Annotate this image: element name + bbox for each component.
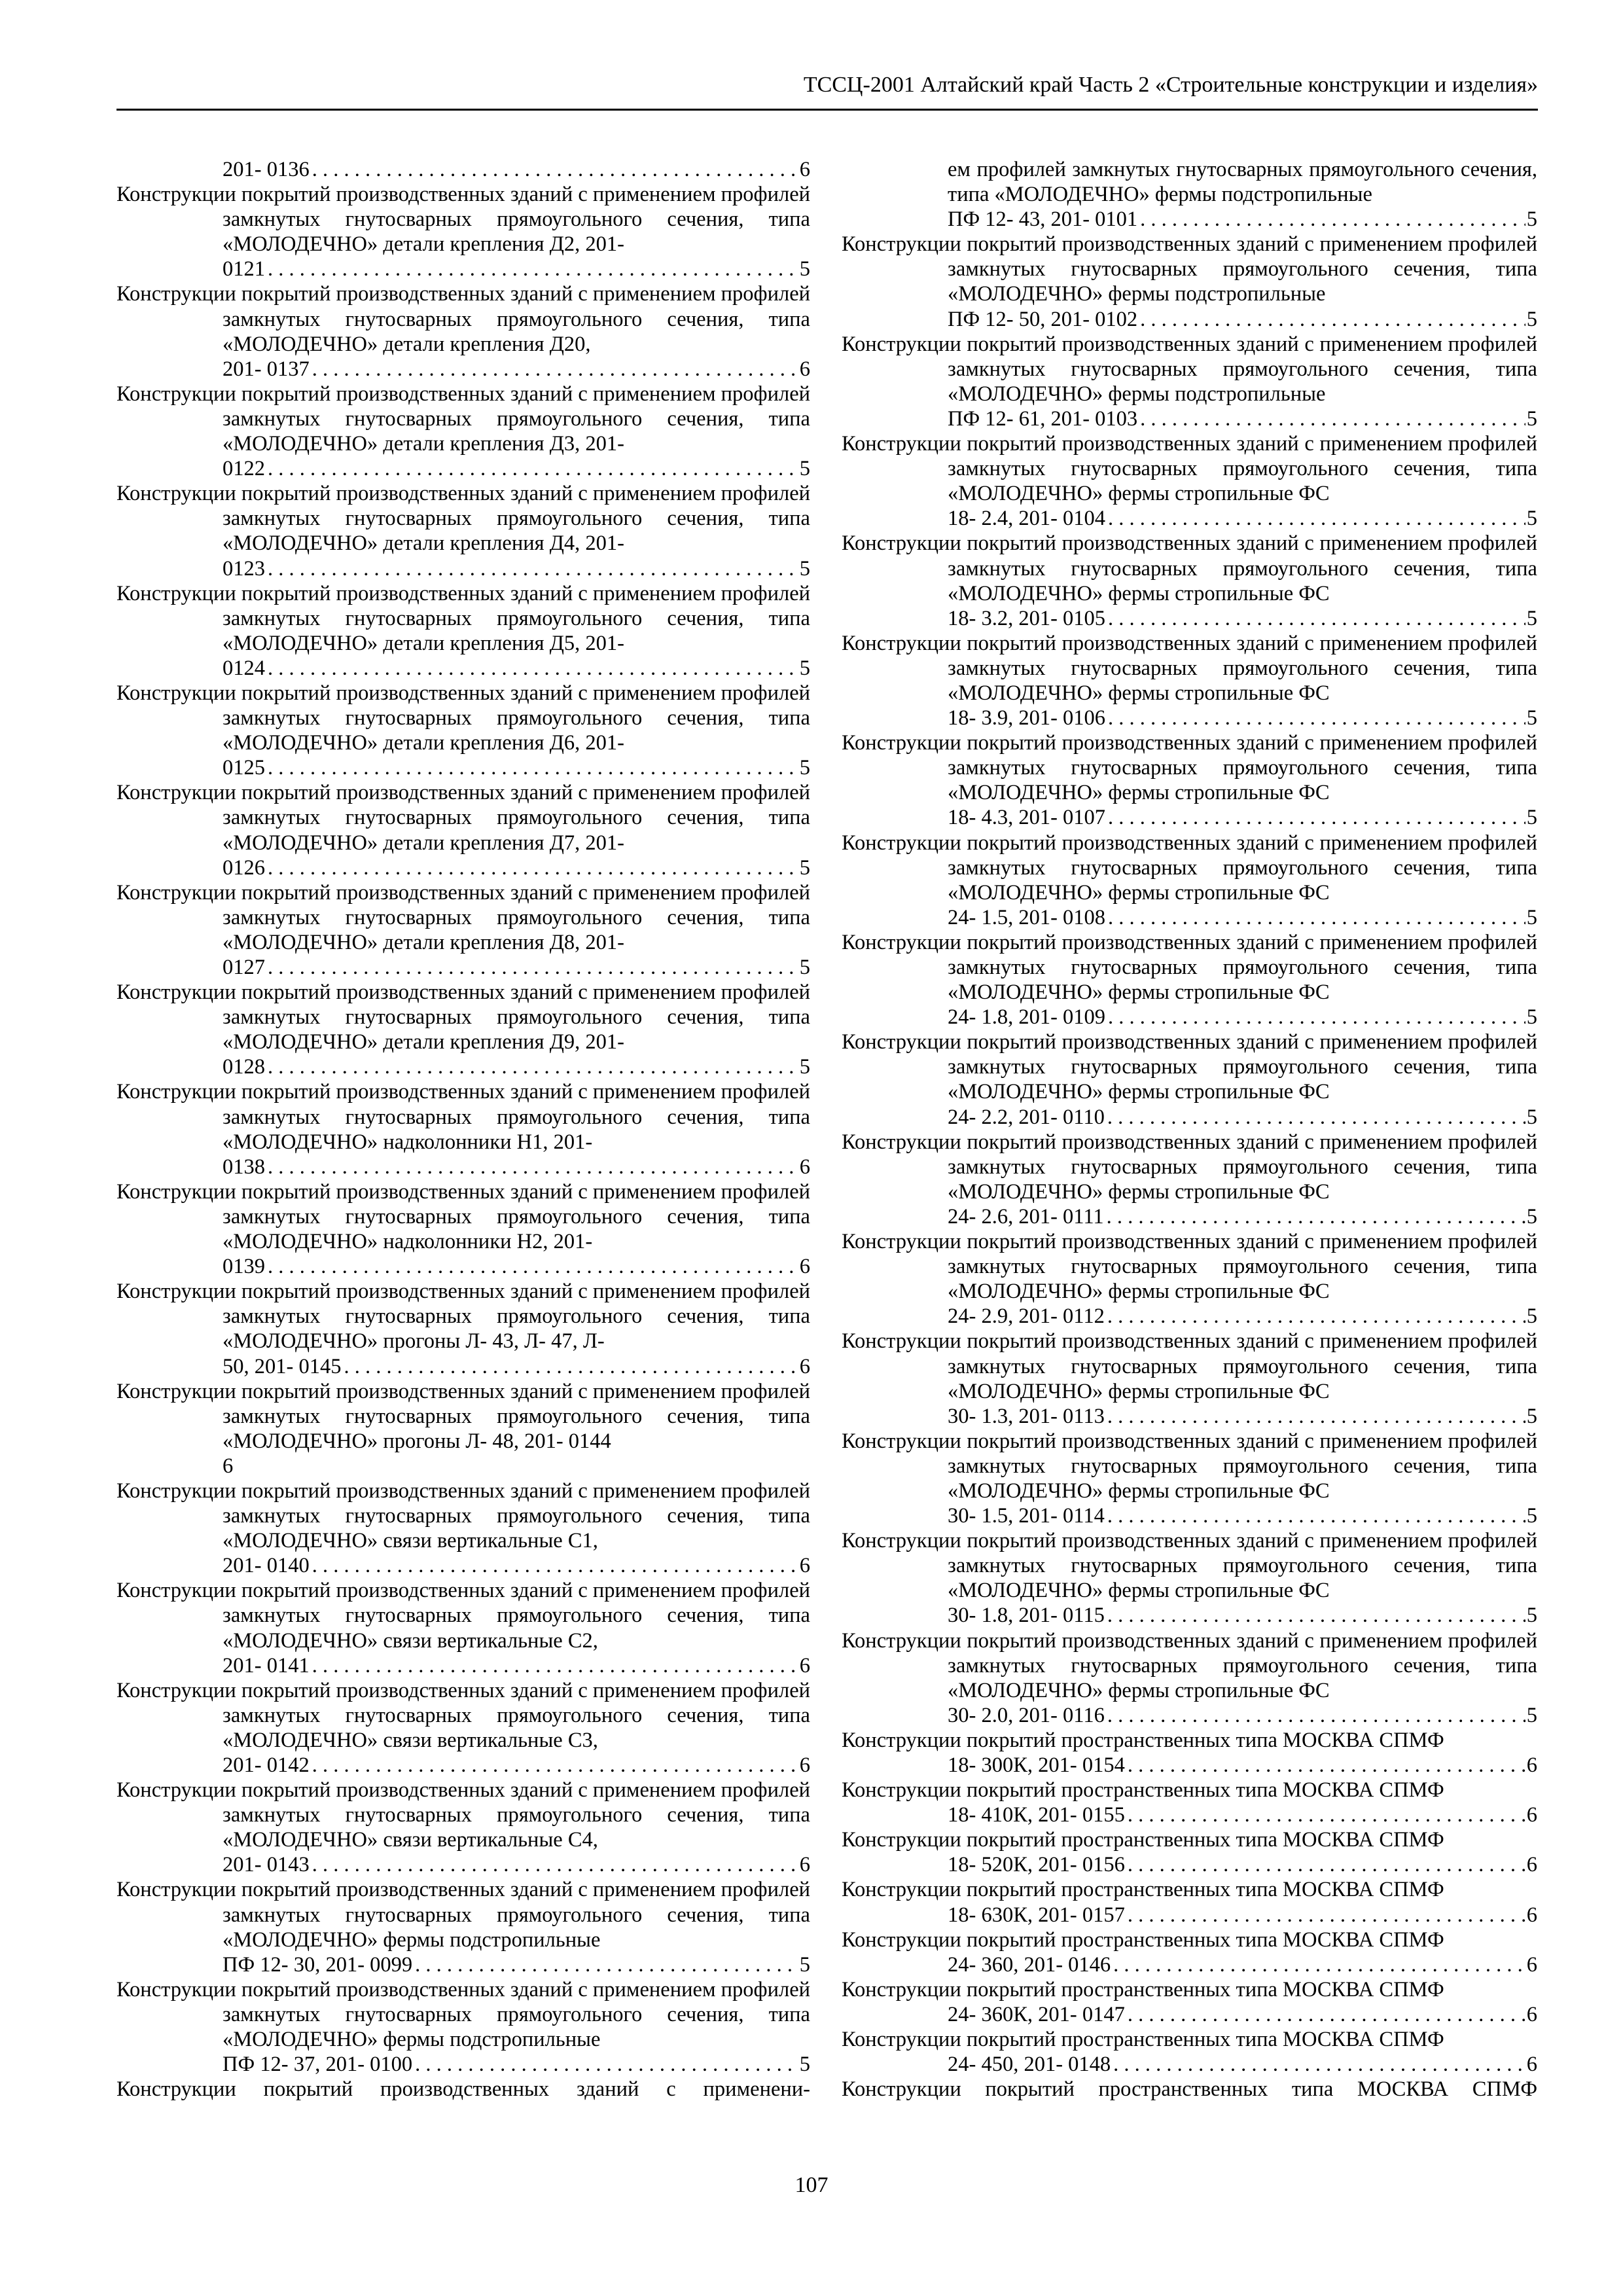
toc-entry-title: Конструкции покрытий производственных зданий с применением профилей замкнутых гнутосварных прямоугольного сечения, типа «МОЛОДЕЧНО» фермы стропильные ФС <box>842 1529 1537 1603</box>
toc-entry-title: Конструкции покрытий производственных зданий с применением профилей замкнутых гнутосварных прямоугольного сечения, типа «МОЛОДЕЧНО» фермы стропильные ФС <box>842 930 1537 1005</box>
toc-entry-page: 5 <box>1526 406 1537 431</box>
toc-entry-code: 18- 4.3, 201- 0107 <box>948 806 1106 830</box>
toc-entry <box>842 1977 1537 2027</box>
dot-leader <box>1128 1753 1525 1778</box>
toc-entry-last-line <box>948 1005 1537 1030</box>
toc-entry-page: 5 <box>1526 1404 1537 1428</box>
toc-entry-code: 24- 450, 201- 0148 <box>948 2053 1111 2077</box>
toc-entry-title: Конструкции покрытий производственных зданий с применением профилей замкнутых гнутосварных прямоугольного сечения, типа «МОЛОДЕЧНО» фермы стропильные ФС <box>842 731 1537 805</box>
toc-entry-page: 5 <box>1526 1204 1537 1229</box>
toc-entry <box>842 1728 1537 1778</box>
dot-leader <box>1140 406 1525 431</box>
toc-entry-title: Конструкции покрытий производственных зданий с применением профилей замкнутых гнутосварных прямоугольного сечения, типа «МОЛОДЕЧНО» детали крепления Д2, 201- <box>116 183 811 257</box>
toc-entry <box>842 1329 1537 1428</box>
toc-entry <box>116 880 810 980</box>
toc-entry <box>842 157 1537 232</box>
toc-entry <box>842 1429 1537 1528</box>
toc-entry <box>842 1877 1537 1927</box>
toc-entry-code: 0123 <box>223 556 265 581</box>
toc-entry-title: Конструкции покрытий производственных зданий с применением профилей замкнутых гнутосварных прямоугольного сечения, типа «МОЛОДЕЧНО» детали крепления Д20, <box>116 282 811 356</box>
toc-entry-code: 0122 <box>223 457 265 481</box>
dot-leader <box>268 1254 798 1279</box>
toc-entry <box>116 382 810 481</box>
toc-entry-page: 6 <box>1526 1853 1537 1877</box>
dot-leader <box>1108 805 1525 830</box>
dot-leader <box>1107 1304 1525 1329</box>
toc-entry-code: 0121 <box>223 257 265 281</box>
dot-leader <box>312 1553 798 1578</box>
toc-entry-page: 6 <box>1526 2053 1537 2077</box>
toc-entry-title: Конструкции покрытий производственных зданий с применением профилей замкнутых гнутосварных прямоугольного сечения, типа «МОЛОДЕЧНО» фермы стропильные ФС <box>842 1030 1537 1104</box>
toc-entry-title: Конструкции покрытий пространственных типа МОСКВА СПМФ <box>842 1928 1444 1952</box>
toc-entry-code: ПФ 12- 50, 201- 0102 <box>948 307 1138 331</box>
toc-entry-last-line <box>948 207 1537 232</box>
toc-entry-code: ПФ 12- 30, 201- 0099 <box>223 1952 413 1977</box>
toc-entry-code: ПФ 12- 37, 201- 0100 <box>223 2053 413 2077</box>
toc-entry <box>116 1179 810 1279</box>
toc-entry-last-line <box>223 755 810 780</box>
toc-entry-code: ПФ 12- 61, 201- 0103 <box>948 406 1138 431</box>
toc-entry-title: Конструкции покрытий производственных зданий с применением профилей замкнутых гнутосварных прямоугольного сечения, типа «МОЛОДЕЧНО» фермы подстропильные <box>842 332 1537 406</box>
toc-entry-title: Конструкции покрытий производственных зданий с применением профилей замкнутых гнутосварных прямоугольного сечения, типа «МОЛОДЕЧНО» фермы стропильные ФС <box>842 1230 1537 1304</box>
dot-leader <box>1108 1005 1525 1030</box>
toc-entry-code: 201- 0143 <box>223 1853 310 1877</box>
toc-entry <box>842 1229 1537 1329</box>
dot-leader <box>268 955 798 980</box>
toc-entry-page: 5 <box>1526 307 1537 331</box>
toc-entry <box>842 232 1537 331</box>
toc-entry-last-line <box>948 805 1537 830</box>
toc-entry <box>842 332 1537 431</box>
toc-entry <box>116 1678 810 1778</box>
toc-entry-last-line <box>948 606 1537 631</box>
toc-entry <box>842 1528 1537 1628</box>
toc-entry-code: 18- 3.9, 201- 0106 <box>948 706 1106 730</box>
toc-entry-last-line <box>948 1703 1537 1728</box>
toc-entry <box>842 1928 1537 1977</box>
toc-entry-title: Конструкции покрытий производственных зданий с применением профилей замкнутых гнутосварных прямоугольного сечения, типа «МОЛОДЕЧНО» детали крепления Д3, 201- <box>116 382 811 456</box>
toc-entry-title: Конструкции покрытий производственных зданий с применением профилей замкнутых гнутосварных прямоугольного сечения, типа «МОЛОДЕЧНО» детали крепления Д8, 201- <box>116 880 811 954</box>
toc-entry-page: 5 <box>1526 606 1537 630</box>
toc-entry-page: 5 <box>1526 806 1537 830</box>
toc-entry <box>116 1778 810 1877</box>
toc-entry-page: 5 <box>799 556 810 581</box>
toc-entry-page: 5 <box>799 656 810 680</box>
toc-entry-last-line <box>948 1753 1537 1778</box>
toc-entry <box>842 930 1537 1030</box>
toc-entry-code: 0124 <box>223 656 265 680</box>
toc-entry-last-line <box>948 1903 1537 1928</box>
toc-entry-title: Конструкции покрытий пространственных типа МОСКВА СПМФ <box>842 1878 1444 1902</box>
dot-leader <box>1107 1204 1525 1229</box>
toc-entry-page: 6 <box>799 1653 810 1677</box>
toc-entry-code: 24- 360К, 201- 0147 <box>948 2002 1125 2026</box>
toc-entry-title: Конструкции покрытий производственных зданий с применением профилей замкнутых гнутосварных прямоугольного сечения, типа «МОЛОДЕЧНО» прогоны Л- 43, Л- 47, Л- <box>116 1280 811 1354</box>
toc-entry-page: 5 <box>799 1952 810 1977</box>
toc-entry-code: 201- 0140 <box>223 1554 310 1578</box>
dot-leader <box>1108 905 1525 930</box>
dot-leader <box>1108 606 1525 631</box>
dot-leader <box>1128 1903 1525 1928</box>
toc-entry-page: 5 <box>799 2053 810 2077</box>
toc-entry <box>116 182 810 281</box>
dot-leader <box>415 2052 798 2077</box>
dot-leader <box>1107 1603 1525 1628</box>
toc-entry <box>116 1977 810 2077</box>
running-header: ТССЦ-2001 Алтайский край Часть 2 «Строительные конструкции и изделия» <box>116 71 1538 111</box>
toc-entry-last-line <box>948 1503 1537 1528</box>
toc-entry <box>116 1578 810 1677</box>
toc-entry-last-line <box>223 157 810 182</box>
toc-entry-code: 201- 0136 <box>223 158 310 181</box>
toc-entry <box>842 730 1537 830</box>
dot-leader <box>268 257 798 281</box>
toc-entry-title: Конструкции покрытий производственных зданий с применением профилей замкнутых гнутосварных прямоугольного сечения, типа «МОЛОДЕЧНО» фермы стропильные ФС <box>842 831 1537 905</box>
toc-entry-last-line <box>223 1753 810 1778</box>
toc-entry-last-line <box>948 1852 1537 1877</box>
toc-entry-code: 50, 201- 0145 <box>223 1354 342 1378</box>
toc-entry <box>116 2077 810 2102</box>
toc-entry-last-line <box>223 2052 810 2077</box>
toc-entry-page: 6 <box>1526 1903 1537 1927</box>
toc-entry-last-line <box>223 1155 810 1179</box>
toc-entry <box>842 1827 1537 1877</box>
toc-column-left <box>116 157 810 2102</box>
toc-entry-page: 5 <box>799 855 810 880</box>
toc-entry-last-line <box>948 1404 1537 1429</box>
toc-entry-title: Конструкции покрытий производственных зданий с применением профилей замкнутых гнутосварных прямоугольного сечения, типа «МОЛОДЕЧНО» связи вертикальные С1, <box>116 1479 811 1553</box>
toc-entry-page: 5 <box>799 457 810 481</box>
toc-entry-title: Конструкции покрытий производственных зданий с применением профилей замкнутых гнутосварных прямоугольного сечения, типа «МОЛОДЕЧНО» надколонники Н1, 201- <box>116 1080 811 1154</box>
toc-entry-title: Конструкции покрытий производственных зданий с применением профилей замкнутых гнутосварных прямоугольного сечения, типа «МОЛОДЕЧНО» фермы стропильные ФС <box>842 631 1537 705</box>
toc-entry-last-line <box>223 456 810 481</box>
toc-entry-title: Конструкции покрытий производственных зданий с применением профилей замкнутых гнутосварных прямоугольного сечения, типа «МОЛОДЕЧНО» детали крепления Д7, 201- <box>116 781 811 855</box>
toc-entry-title: Конструкции покрытий пространственных типа МОСКВА СПМФ <box>842 1977 1444 2001</box>
toc-entry-page: 6 <box>799 1155 810 1179</box>
toc-entry-page: 5 <box>1526 706 1537 730</box>
toc-entry-last-line <box>948 706 1537 730</box>
dot-leader <box>268 855 798 880</box>
toc-entry-title: Конструкции покрытий производственных зданий с применением профилей замкнутых гнутосварных прямоугольного сечения, типа «МОЛОДЕЧНО» детали крепления Д5, 201- <box>116 581 811 655</box>
toc-entry <box>842 631 1537 730</box>
toc-entry-title: Конструкции покрытий пространственных типа МОСКВА СПМФ <box>842 1778 1444 1803</box>
toc-entry-code: 24- 1.8, 201- 0109 <box>948 1005 1106 1030</box>
toc-entry-page: 6 <box>799 1753 810 1777</box>
toc-entry-page: 5 <box>1526 1005 1537 1030</box>
toc-entry-page: 6 <box>799 1853 810 1877</box>
toc-entry-title: Конструкции покрытий пространственных типа МОСКВА СПМФ <box>842 2028 1444 2052</box>
toc-entry-last-line <box>948 2052 1537 2077</box>
dot-leader <box>1128 1803 1525 1827</box>
dot-leader <box>1107 1503 1525 1528</box>
toc-entry-code: 24- 1.5, 201- 0108 <box>948 905 1106 929</box>
toc-entry <box>116 481 810 581</box>
toc-entry-title: Конструкции покрытий пространственных типа МОСКВА СПМФ <box>842 2077 1537 2102</box>
toc-entry <box>116 1379 810 1479</box>
toc-entry-page: 5 <box>1526 1105 1537 1129</box>
toc-entry-title: Конструкции покрытий производственных зданий с применением профилей замкнутых гнутосварных прямоугольного сечения, типа «МОЛОДЕЧНО» фермы стропильные ФС <box>842 1429 1537 1503</box>
toc-entry-code: 18- 3.2, 201- 0105 <box>948 606 1106 630</box>
toc-entry-code: 201- 0141 <box>223 1653 310 1677</box>
page-number: 107 <box>794 2173 829 2197</box>
toc-entry <box>842 1130 1537 1229</box>
dot-leader <box>312 1653 798 1678</box>
toc-entry-last-line <box>223 556 810 581</box>
toc-entry-page: 6 <box>799 1255 810 1279</box>
dot-leader <box>312 357 798 382</box>
toc-entry-title: Конструкции покрытий пространственных типа МОСКВА СПМФ <box>842 1828 1444 1852</box>
toc-entry <box>842 1778 1537 1827</box>
toc-entry-title: Конструкции покрытий производственных зданий с применением профилей замкнутых гнутосварных прямоугольного сечения, типа «МОЛОДЕЧНО» фермы подстропильные <box>116 1878 811 1952</box>
toc-entry <box>116 681 810 780</box>
toc-entry-last-line <box>948 1105 1537 1130</box>
toc-entry-title: Конструкции покрытий производственных зданий с применени- <box>116 2077 810 2102</box>
toc-entry-code: 201- 0137 <box>223 357 310 381</box>
toc-entry-code: 0128 <box>223 1055 265 1079</box>
dot-leader <box>1107 1404 1525 1429</box>
toc-entry-code: 0125 <box>223 756 265 780</box>
toc-entry-title: Конструкции покрытий производственных зданий с применением профилей замкнутых гнутосварных прямоугольного сечения, типа «МОЛОДЕЧНО» фермы стропильные ФС <box>842 1130 1537 1204</box>
toc-entry-last-line <box>223 1354 810 1379</box>
toc-entry-last-line <box>223 1852 810 1877</box>
toc-entry-title: Конструкции покрытий пространственных типа МОСКВА СПМФ <box>842 1728 1444 1752</box>
toc-entry-code: 18- 2.4, 201- 0104 <box>948 507 1106 531</box>
toc-entry-title: Конструкции покрытий производственных зданий с применением профилей замкнутых гнутосварных прямоугольного сечения, типа «МОЛОДЕЧНО» надколонники Н2, 201- <box>116 1179 811 1254</box>
toc-entry-title: Конструкции покрытий производственных зданий с применением профилей замкнутых гнутосварных прямоугольного сечения, типа «МОЛОДЕЧНО» фермы подстропильные <box>842 232 1537 306</box>
toc-entry <box>842 1030 1537 1129</box>
toc-entry-code: 24- 2.9, 201- 0112 <box>948 1304 1105 1329</box>
dot-leader <box>268 556 798 581</box>
toc-entry-page: 6 <box>799 1354 810 1378</box>
toc-entry-title: Конструкции покрытий производственных зданий с применением профилей замкнутых гнутосварных прямоугольного сечения, типа «МОЛОДЕЧНО» связи вертикальные С3, <box>116 1678 811 1752</box>
toc-entry-page: 5 <box>1526 905 1537 929</box>
toc-entry-page: 5 <box>1526 207 1537 232</box>
toc-entry-code: 30- 1.5, 201- 0114 <box>948 1504 1105 1528</box>
toc-entry-last-line <box>948 1803 1537 1827</box>
toc-entry-page: 5 <box>799 1055 810 1079</box>
toc-entry-title: Конструкции покрытий производственных зданий с применением профилей замкнутых гнутосварных прямоугольного сечения, типа «МОЛОДЕЧНО» детали крепления Д9, 201- <box>116 980 811 1054</box>
toc-entry <box>116 581 810 681</box>
toc-entry-last-line <box>948 2002 1537 2027</box>
toc-entry-title: ем профилей замкнутых гнутосварных прямоугольного сечения, типа «МОЛОДЕЧНО» фермы подстропильные <box>948 158 1537 207</box>
dot-leader <box>268 1155 798 1179</box>
toc-entry-page: 5 <box>1526 1703 1537 1727</box>
toc-entry-last-line <box>223 656 810 681</box>
toc-entry <box>842 2027 1537 2077</box>
dot-leader <box>1107 1703 1525 1728</box>
toc-entry-last-line <box>948 1304 1537 1329</box>
toc-entry <box>842 1628 1537 1728</box>
toc-entry-page: 6 <box>799 357 810 381</box>
toc-entry <box>842 2077 1537 2102</box>
toc-entry-last-line <box>223 357 810 382</box>
dot-leader <box>1128 2002 1525 2027</box>
toc-entry-page: 6 <box>1526 1952 1537 1977</box>
toc-entry-title: Конструкции покрытий производственных зданий с применением профилей замкнутых гнутосварных прямоугольного сечения, типа «МОЛОДЕЧНО» связи вертикальные С2, <box>116 1579 811 1653</box>
toc-entry <box>116 1079 810 1179</box>
toc-entry-code: ПФ 12- 43, 201- 0101 <box>948 207 1138 232</box>
dot-leader <box>1108 706 1525 730</box>
toc-entry-page: 6 <box>799 158 810 181</box>
toc-entry-last-line <box>948 307 1537 332</box>
toc-entry-last-line <box>948 1952 1537 1977</box>
toc-entry <box>116 157 810 182</box>
dot-leader <box>268 1054 798 1079</box>
toc-entry <box>116 1479 810 1578</box>
toc-entry-code: 30- 1.8, 201- 0115 <box>948 1604 1105 1628</box>
toc-entry-last-line <box>948 905 1537 930</box>
toc-entry-title: Конструкции покрытий производственных зданий с применением профилей замкнутых гнутосварных прямоугольного сечения, типа «МОЛОДЕЧНО» детали крепления Д4, 201- <box>116 482 811 556</box>
toc-entry-page: 5 <box>799 956 810 979</box>
toc-entry <box>116 780 810 880</box>
dot-leader <box>312 1753 798 1778</box>
toc-entry-title: Конструкции покрытий производственных зданий с применением профилей замкнутых гнутосварных прямоугольного сечения, типа «МОЛОДЕЧНО» фермы стропильные ФС <box>842 1628 1537 1702</box>
toc-entry-last-line <box>948 406 1537 431</box>
toc-entry-code: 0127 <box>223 956 265 979</box>
toc-entry <box>116 980 810 1079</box>
toc-entry-title: Конструкции покрытий производственных зданий с применением профилей замкнутых гнутосварных прямоугольного сечения, типа «МОЛОДЕЧНО» прогоны Л- 48, 201- 0144 <box>116 1379 811 1453</box>
dot-leader <box>1107 1105 1525 1130</box>
dot-leader <box>268 456 798 481</box>
toc-entry-page: 6 <box>1526 1753 1537 1777</box>
toc-entry-code: 6 <box>223 1454 234 1478</box>
toc-entry-code: 201- 0142 <box>223 1753 310 1777</box>
toc-entry-code: 30- 1.3, 201- 0113 <box>948 1404 1105 1428</box>
dot-leader <box>1140 307 1525 332</box>
toc-entry-page: 6 <box>1526 2002 1537 2026</box>
dot-leader <box>1140 207 1525 232</box>
dot-leader <box>312 1852 798 1877</box>
toc-entry-code: 0138 <box>223 1155 265 1179</box>
toc-entry-page: 6 <box>799 1554 810 1578</box>
toc-entry-page: 5 <box>799 257 810 281</box>
toc-entry-last-line <box>223 1653 810 1678</box>
dot-leader <box>415 1952 798 1977</box>
toc-entry <box>116 1279 810 1378</box>
toc-entry-code: 18- 410К, 201- 0155 <box>948 1803 1125 1827</box>
toc-entry-title: Конструкции покрытий производственных зданий с применением профилей замкнутых гнутосварных прямоугольного сечения, типа «МОЛОДЕЧНО» фермы стропильные ФС <box>842 432 1537 506</box>
toc-entry <box>116 281 810 381</box>
dot-leader <box>312 157 798 182</box>
toc-entry-last-line <box>223 955 810 980</box>
toc-entry-page: 5 <box>1526 1504 1537 1528</box>
toc-entry-page: 5 <box>1526 507 1537 531</box>
toc-entry-page: 5 <box>1526 1304 1537 1329</box>
toc-entry-page: 5 <box>799 756 810 780</box>
toc-entry-last-line <box>223 1054 810 1079</box>
dot-leader <box>268 656 798 681</box>
toc-entry-code: 24- 2.6, 201- 0111 <box>948 1204 1104 1229</box>
dot-leader <box>1108 506 1525 531</box>
toc-entry-code: 24- 2.2, 201- 0110 <box>948 1105 1105 1129</box>
toc-entry-last-line <box>948 506 1537 531</box>
toc-entry <box>842 431 1537 531</box>
dot-leader <box>1128 1852 1525 1877</box>
toc-entry-last-line <box>223 1454 810 1479</box>
dot-leader <box>268 755 798 780</box>
toc-entry-code: 0126 <box>223 855 265 880</box>
toc-entry-title: Конструкции покрытий производственных зданий с применением профилей замкнутых гнутосварных прямоугольного сечения, типа «МОЛОДЕЧНО» детали крепления Д6, 201- <box>116 681 811 755</box>
toc-column-right <box>842 157 1537 2102</box>
toc-entry-code: 0139 <box>223 1255 265 1279</box>
toc-entry-last-line <box>223 1254 810 1279</box>
toc-entry-last-line <box>223 1553 810 1578</box>
toc-entry-page: 6 <box>1526 1803 1537 1827</box>
toc-entry <box>842 531 1537 630</box>
toc-entry-last-line <box>948 1204 1537 1229</box>
toc-entry-title: Конструкции покрытий производственных зданий с применением профилей замкнутых гнутосварных прямоугольного сечения, типа «МОЛОДЕЧНО» фермы стропильные ФС <box>842 531 1537 605</box>
toc-entry-code: 24- 360, 201- 0146 <box>948 1952 1111 1977</box>
dot-leader <box>344 1354 798 1379</box>
toc-entry-title: Конструкции покрытий производственных зданий с применением профилей замкнутых гнутосварных прямоугольного сечения, типа «МОЛОДЕЧНО» связи вертикальные С4, <box>116 1778 811 1852</box>
toc-entry-code: 30- 2.0, 201- 0116 <box>948 1703 1105 1727</box>
toc-entry-code: 18- 630К, 201- 0157 <box>948 1903 1125 1927</box>
toc-entry-code: 18- 520К, 201- 0156 <box>948 1853 1125 1877</box>
dot-leader <box>1113 2052 1525 2077</box>
toc-entry-last-line <box>223 855 810 880</box>
toc-entry-title: Конструкции покрытий производственных зданий с применением профилей замкнутых гнутосварных прямоугольного сечения, типа «МОЛОДЕЧНО» фермы подстропильные <box>116 1977 811 2052</box>
toc-entry-last-line <box>948 1603 1537 1628</box>
toc-entry-title: Конструкции покрытий производственных зданий с применением профилей замкнутых гнутосварных прямоугольного сечения, типа «МОЛОДЕЧНО» фермы стропильные ФС <box>842 1329 1537 1403</box>
toc-entry-code: 18- 300К, 201- 0154 <box>948 1753 1125 1777</box>
toc-entry <box>842 831 1537 930</box>
toc-entry-last-line <box>223 1952 810 1977</box>
toc-entry <box>116 1877 810 1977</box>
toc-entry-last-line <box>223 257 810 281</box>
dot-leader <box>1113 1952 1525 1977</box>
toc-entry-page: 5 <box>1526 1604 1537 1628</box>
